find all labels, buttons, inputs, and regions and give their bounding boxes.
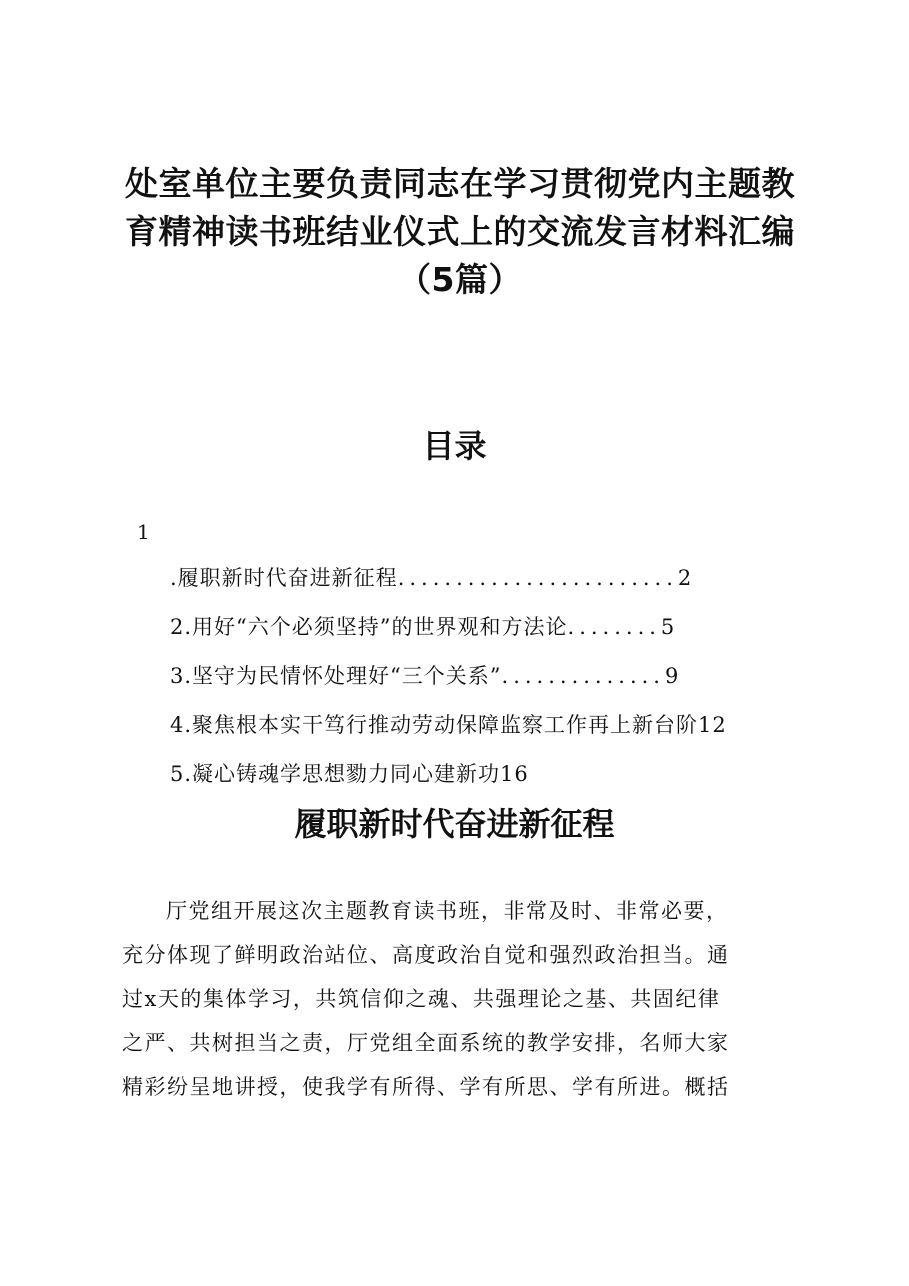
toc-number: 1 (137, 520, 150, 544)
toc-entry-page: 2 (677, 566, 693, 590)
toc-entry[interactable] (170, 660, 810, 709)
toc-entry-page: 12 (698, 713, 727, 737)
toc-entry-label: .履职新时代奋进新征程 (170, 566, 398, 590)
document-title (110, 160, 810, 304)
section-title: 履职新时代奋进新征程 (294, 805, 615, 843)
paragraph-line: 充分体现了鲜明政治站位、高度政治自觉和强烈政治担当。通 (122, 943, 730, 967)
toc-entry-page: 9 (664, 664, 680, 688)
paragraph-line: 之严、共树担当之责，厅党组全面系统的教学安排，名师大家 (122, 1031, 730, 1055)
paragraph-line: 厅党组开展这次主题教育读书班，非常及时、非常必要， (166, 899, 729, 923)
document-title-line: （5篇） (398, 260, 522, 299)
toc-entry-page: 16 (500, 762, 529, 786)
table-of-contents (170, 562, 810, 807)
toc-entry-leader: ........................ (397, 566, 678, 590)
toc-heading: 目录 (422, 427, 487, 465)
paragraph-line: 精彩纷呈地讲授，使我学有所得、学有所思、学有所进。概括 (122, 1075, 730, 1099)
toc-entry-label: 3.坚守为民情怀处理好“三个关系” (170, 664, 502, 688)
toc-entry-label: 4.聚焦根本实干笃行推动劳动保障监察工作再上新台阶 (170, 713, 699, 737)
toc-entry[interactable] (170, 709, 810, 758)
toc-entry-label: 5.凝心铸魂学思想勠力同心建新功 (170, 762, 501, 786)
paragraph-line: 过x天的集体学习，共筑信仰之魂、共强理论之基、共固纪律 (122, 987, 721, 1011)
body-paragraph (122, 889, 797, 1109)
document-title-line: 育精神读书班结业仪式上的交流发言材料汇编 (125, 212, 795, 251)
toc-entry-label: 2.用好“六个必须坚持”的世界观和方法论 (170, 615, 568, 639)
toc-entry-page: 5 (660, 615, 676, 639)
toc-entry[interactable] (170, 611, 810, 660)
toc-entry[interactable] (170, 562, 810, 611)
document-title-line: 处室单位主要负责同志在学习贯彻党内主题教 (125, 164, 795, 203)
toc-entry-leader: ........ (567, 615, 661, 639)
toc-entry-leader: .............. (501, 664, 665, 688)
